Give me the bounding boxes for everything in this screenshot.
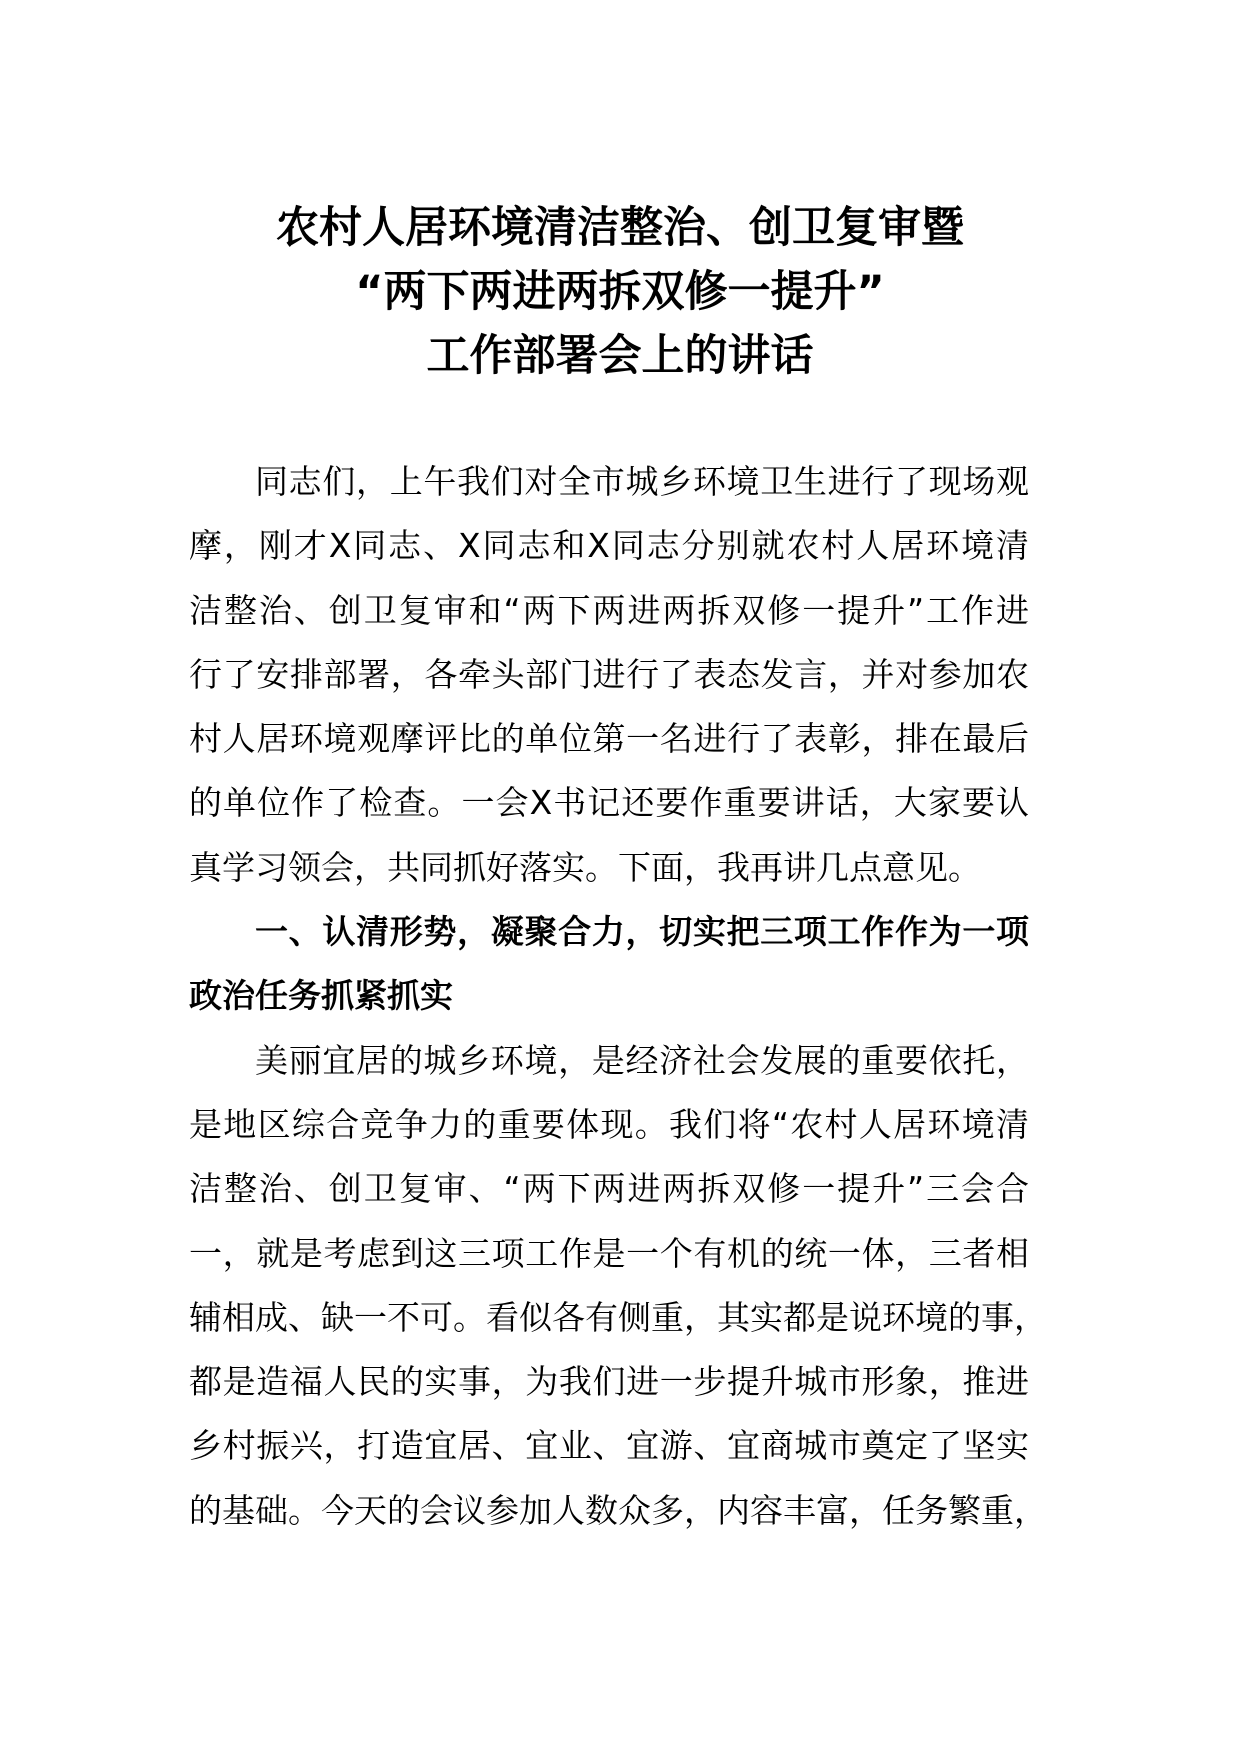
paragraph-line: 洁整治、创卫复审、“两下两进两拆双修一提升”三会合 xyxy=(189,1169,1029,1209)
paragraph-line: 辅相成、缺一不可。看似各有侧重，其实都是说环境的事， xyxy=(189,1297,1047,1337)
paragraph-line: 乡村振兴，打造宜居、宜业、宜游、宜商城市奠定了坚实 xyxy=(189,1426,1029,1466)
paragraph-line: 的基础。今天的会议参加人数众多，内容丰富，任务繁重， xyxy=(189,1490,1047,1530)
title-line: 工作部署会上的讲话 xyxy=(426,331,814,381)
paragraph-line: 是地区综合竞争力的重要体现。我们将“农村人居环境清 xyxy=(189,1104,1029,1144)
document-title xyxy=(0,196,1240,388)
paragraph-line: 美丽宜居的城乡环境，是经济社会发展的重要依托， xyxy=(255,1040,1029,1080)
document-body xyxy=(189,450,1047,1543)
title-line: “两下两进两拆双修一提升” xyxy=(355,267,885,317)
paragraph-line: 真学习领会，共同抓好落实。下面，我再讲几点意见。 xyxy=(189,847,981,887)
paragraph-line: 都是造福人民的实事，为我们进一步提升城市形象，推进 xyxy=(189,1362,1029,1402)
section-heading-line: 一、认清形势，凝聚合力，切实把三项工作作为一项 xyxy=(255,912,1029,952)
paragraph-line: 村人居环境观摩评比的单位第一名进行了表彰，排在最后 xyxy=(189,719,1029,759)
paragraph-line: 一，就是考虑到这三项工作是一个有机的统一体，三者相 xyxy=(189,1233,1029,1273)
section-heading-line: 政治任务抓紧抓实 xyxy=(189,976,453,1016)
paragraph-line: 摩，刚才X同志、X同志和X同志分别就农村人居环境清 xyxy=(189,526,1029,566)
paragraph-line: 行了安排部署，各牵头部门进行了表态发言，并对参加农 xyxy=(189,654,1029,694)
paragraph-line: 同志们，上午我们对全市城乡环境卫生进行了现场观 xyxy=(255,462,1029,501)
title-line: 农村人居环境清洁整治、创卫复审暨 xyxy=(276,203,964,253)
paragraph-line: 洁整治、创卫复审和“两下两进两拆双修一提升”工作进 xyxy=(189,590,1029,630)
paragraph-line: 的单位作了检查。一会X书记还要作重要讲话，大家要认 xyxy=(189,783,1029,823)
